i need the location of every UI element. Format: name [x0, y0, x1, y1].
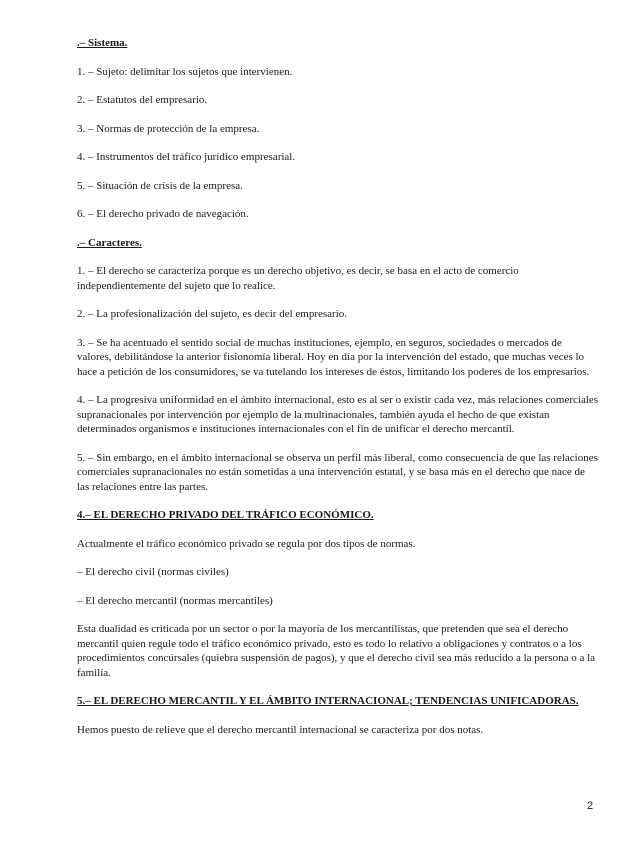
section-heading-trafico-economico: 4.– EL DERECHO PRIVADO DEL TRÁFICO ECONÓMICO. — [77, 509, 374, 521]
sistema-item-4: 4. – Instrumentos del tráfico jurídico empresarial. — [77, 151, 296, 163]
section-heading-sistema: .– Sistema. — [77, 37, 128, 49]
page-number: 2 — [587, 800, 594, 812]
sistema-item-6: 6. – El derecho privado de navegación. — [77, 208, 249, 220]
section-heading-caracteres: .– Caracteres. — [77, 236, 142, 249]
caracteres-item-5: 5. – Sin embargo, en el ámbito internacional se observa un perfil más liberal, como consecuencia de que las relaciones comerciales supranacionales no están sometidas a una intervención estatal, y se basa más en el derecho que nace de las relaciones entre las partes. — [77, 451, 598, 493]
trafico-dualidad: Esta dualidad es criticada por un sector o por la mayoría de los mercantilistas, que pretenden que sea el derecho mercantil quien regule todo el tráfico económico privado, esto es todo lo relativo a obligaciones y contratos o a los procedimientos concúrsales (quiebra suspensión de pagos), y que el derecho civil sea más reducido a la persona o a la familia. — [77, 623, 596, 679]
caracteres-item-2: 2. – La profesionalización del sujeto, es decir del empresario. — [77, 308, 348, 320]
sistema-item-2: 2. – Estatutos del empresario. — [77, 94, 208, 106]
sistema-item-1: 1. – Sujeto: delimitar los sujetos que intervienen. — [77, 65, 293, 78]
section-heading-ambito-internacional: 5.– EL DERECHO MERCANTIL Y EL ÁMBITO INTERNACIONAL; TENDENCIAS UNIFICADORAS. — [77, 695, 579, 707]
sistema-item-5: 5. – Situación de crisis de la empresa. — [77, 179, 243, 192]
caracteres-item-1: 1. – El derecho se caracteriza porque es un derecho objetivo, es decir, se basa en el acto de comercio independientemente del sujeto que lo realice. — [77, 265, 519, 292]
trafico-intro: Actualmente el tráfico económico privado se regula por dos tipos de normas. — [77, 537, 416, 550]
trafico-item-civil: – El derecho civil (normas civiles) — [77, 566, 229, 578]
trafico-item-mercantil: – El derecho mercantil (normas mercantiles) — [77, 594, 273, 607]
caracteres-item-4: 4. – La progresiva uniformidad en el ámbito internacional, esto es al ser o existir cada vez, más relaciones comerciales supranacionales por intervención por ejemplo de la multinacionales, también ayuda el hecho de que existan determinados organismos e instituciones internacionales con el fin de unificar el derecho mercantil. — [77, 394, 599, 435]
sistema-item-3: 3. – Normas de protección de la empresa. — [77, 122, 260, 135]
caracteres-item-3: 3. – Se ha acentuado el sentido social de muchas instituciones, ejemplo, en seguros, sociedades o mercados de valores, debilitándose la anterior fisionomía liberal. Hoy en día por la intervención del estado, que muchas veces lo hace a petición de los consumidores, se va tutelando los intereses de éstos, limitando los poderes de los empresarios. — [77, 336, 590, 378]
document-page — [77, 36, 599, 737]
ambito-intro: Hemos puesto de relieve que el derecho mercantil internacional se caracteriza por dos notas. — [77, 723, 484, 736]
